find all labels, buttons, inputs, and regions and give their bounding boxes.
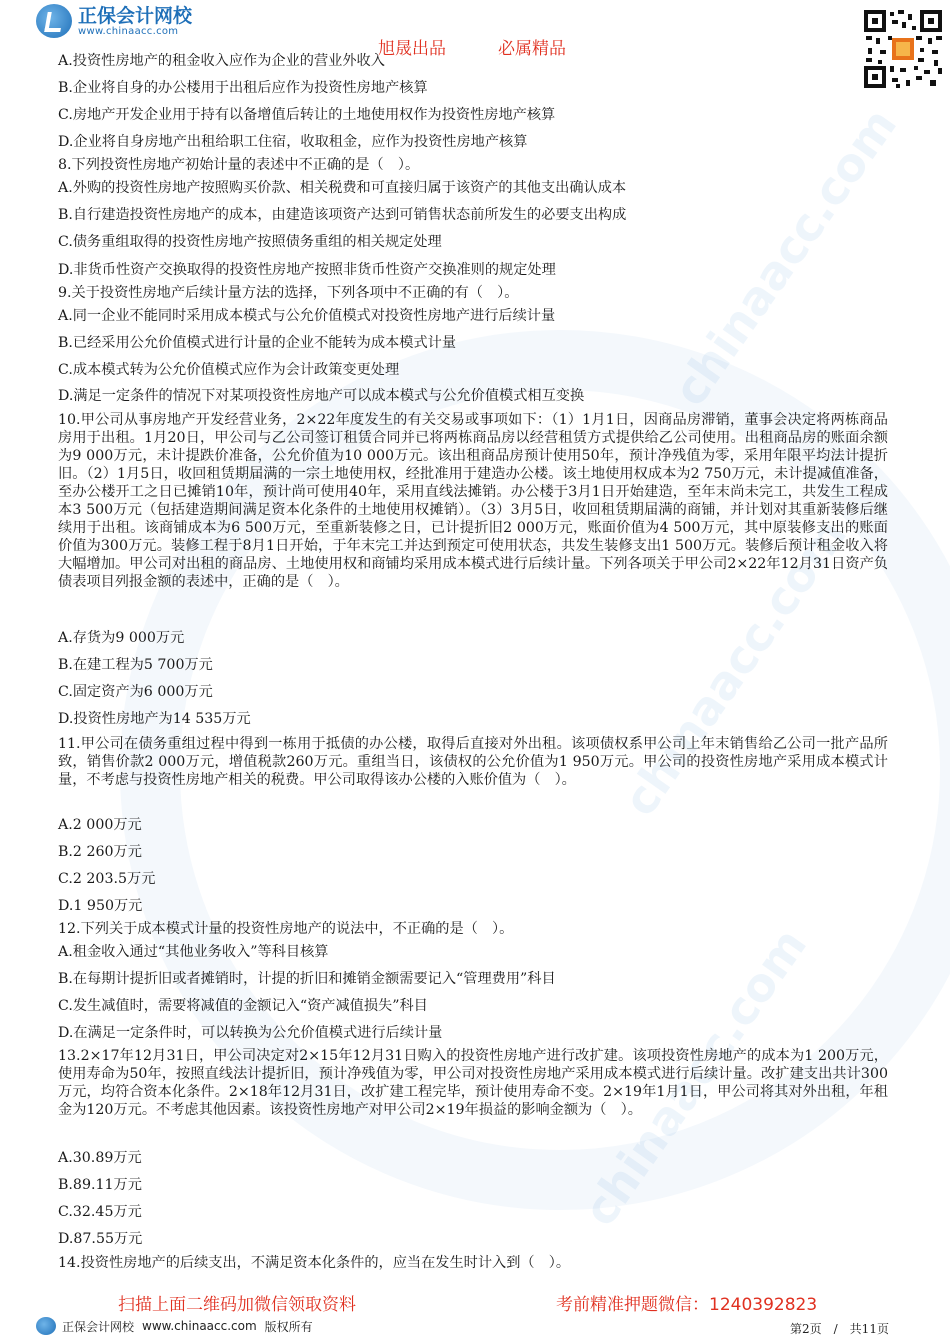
slogan-left: 旭晟出品 bbox=[378, 39, 446, 59]
option-line: C.32.45万元 bbox=[58, 1204, 142, 1220]
question-stem: 11.甲公司在债务重组过程中得到一栋用于抵债的办公楼，取得后直接对外出租。该项债权系甲公司上年末销售给乙公司一批产品所致，销售价款2 000万元，增值税款260万元。重组当日，该债权的公允价值为1 950万元。甲公司的投资性房地产采用成本模式计量，不考虑与投资性房地产相关的税费。甲公司取得该办公楼的入账价值为（ ）。 bbox=[58, 736, 888, 788]
promo-left: 扫描上面二维码加微信领取资料 bbox=[118, 1295, 356, 1315]
option-line: B.企业将自身的办公楼用于出租后应作为投资性房地产核算 bbox=[58, 80, 428, 96]
option-line: A.投资性房地产的租金收入应作为企业的营业外收入 bbox=[58, 53, 385, 69]
question-stem: 10.甲公司从事房地产开发经营业务，2×22年度发生的有关交易或事项如下：（1）1月1日，因商品房滞销，董事会决定将两栋商品房用于出租。1月20日，甲公司与乙公司签订租赁合同并已将两栋商品房以经营租赁方式提供给乙公司使用。出租商品房的账面余额为9 000万元，未计提跌价准备，公允价值为10 000万元。该出租商品房预计使用50年，预计净残值为零，采用年限平均法计提折旧。（2）1月5日，收回租赁期届满的一宗土地使用权，经批准用于建造办公楼。该土地使用权成本为2 750万元，未计提减值准备，至办公楼开工之日已摊销10年，预计尚可使用40年，采用直线法摊销。办公楼于3月1日开始建造，至年末尚未完工，共发生工程成本3 500万元（包括建造期间满足资本化条件的土地使用权摊销）。（3）3月5日，收回租赁期届满的商铺，并计划对其重新装修后继续用于出租。该商铺成本为6 500万元，至重新装修之日，已计提折旧2 000万元，账面价值为4 500万元，其中原装修支出的账面价值为300万元。装修工程于8月1日开始，于年末完工并达到预定可使用状态，共发生装修支出1 500万元。装修后预计租金收入将大幅增加。甲公司对出租的商品房、土地使用权和商铺均采用成本模式进行后续计量。下列各项关于甲公司2×22年12月31日资产负债表项目列报金额的表述中，正确的是（ ）。 bbox=[58, 412, 888, 590]
option-line: B.在建工程为5 700万元 bbox=[58, 657, 213, 673]
option-line: D.满足一定条件的情况下对某项投资性房地产可以成本模式与公允价值模式相互变换 bbox=[58, 388, 585, 404]
question-stem: 14.投资性房地产的后续支出，不满足资本化条件的，应当在发生时计入到（ ）。 bbox=[58, 1255, 571, 1271]
slogan-right: 必属精品 bbox=[498, 39, 566, 59]
promo-right: 考前精准押题微信：1240392823 bbox=[556, 1295, 818, 1315]
option-line: D.企业将自身房地产出租给职工住宿，收取租金，应作为投资性房地产核算 bbox=[58, 134, 528, 150]
option-line: A.外购的投资性房地产按照购买价款、相关税费和可直接归属于该资产的其他支出确认成本 bbox=[58, 180, 627, 196]
option-line: D.投资性房地产为14 535万元 bbox=[58, 711, 251, 727]
logo-icon bbox=[36, 1317, 56, 1335]
option-line: A.存货为9 000万元 bbox=[58, 630, 185, 646]
option-line: D.非货币性资产交换取得的投资性房地产按照非货币性资产交换准则的规定处理 bbox=[58, 262, 556, 278]
brand-url: www.chinaacc.com bbox=[78, 25, 179, 37]
option-line: A.租金收入通过“其他业务收入”等科目核算 bbox=[58, 944, 329, 960]
watermark-text: chinaacc.com bbox=[612, 508, 858, 826]
option-line: C.成本模式转为公允价值模式应作为会计政策变更处理 bbox=[58, 362, 400, 378]
option-line: D.1 950万元 bbox=[58, 898, 143, 914]
option-line: A.30.89万元 bbox=[58, 1150, 142, 1166]
option-line: D.在满足一定条件时，可以转换为公允价值模式进行后续计量 bbox=[58, 1025, 443, 1041]
option-line: C.固定资产为6 000万元 bbox=[58, 684, 213, 700]
footer-rights: 版权所有 bbox=[264, 1319, 313, 1334]
question-stem: 12.下列关于成本模式计量的投资性房地产的说法中，不正确的是（ ）。 bbox=[58, 921, 514, 937]
question-stem: 13.2×17年12月31日，甲公司决定对2×15年12月31日购入的投资性房地产进行改扩建。该项投资性房地产的成本为1 200万元，使用寿命为50年，按照直线法计提折旧，预计净残值为零，甲公司对投资性房地产采用成本模式进行后续计量。改扩建支出共计300万元，均符合资本化条件。2×18年12月31日，改扩建工程完毕，预计使用寿命不变。2×19年1月1日，甲公司将其对外出租，年租金为120万元。不考虑其他因素。该投资性房地产对甲公司2×19年损益的影响金额为（ ）。 bbox=[58, 1048, 888, 1118]
watermark-text: chinaacc.com bbox=[572, 918, 818, 1236]
option-line: B.在每期计提折旧或者摊销时，计提的折旧和摊销金额需要记入“管理费用”科目 bbox=[58, 971, 556, 987]
option-line: B.自行建造投资性房地产的成本，由建造该项资产达到可销售状态前所发生的必要支出构成 bbox=[58, 207, 627, 223]
option-line: A.2 000万元 bbox=[58, 817, 142, 833]
option-line: C.债务重组取得的投资性房地产按照债务重组的相关规定处理 bbox=[58, 234, 442, 250]
option-line: A.同一企业不能同时采用成本模式与公允价值模式对投资性房地产进行后续计量 bbox=[58, 308, 556, 324]
brand-name: 正保会计网校 bbox=[78, 4, 193, 27]
footer-brand bbox=[36, 1317, 321, 1335]
question-stem: 9.关于投资性房地产后续计量方法的选择，下列各项中不正确的有（ ）。 bbox=[58, 285, 519, 301]
page-number: 第2页 / 共11页 bbox=[790, 1322, 889, 1336]
footer-brand-url[interactable]: www.chinaacc.com bbox=[142, 1319, 257, 1333]
footer-brand-name: 正保会计网校 bbox=[62, 1319, 135, 1334]
option-line: B.已经采用公允价值模式进行计量的企业不能转为成本模式计量 bbox=[58, 335, 457, 351]
option-line: C.房地产开发企业用于持有以备增值后转让的土地使用权作为投资性房地产核算 bbox=[58, 107, 556, 123]
option-line: B.89.11万元 bbox=[58, 1177, 142, 1193]
question-stem: 8.下列投资性房地产初始计量的表述中不正确的是（ ）。 bbox=[58, 157, 420, 173]
option-line: D.87.55万元 bbox=[58, 1231, 143, 1247]
option-line: C.2 203.5万元 bbox=[58, 871, 156, 887]
option-line: C.发生减值时，需要将减值的金额记入“资产减值损失”科目 bbox=[58, 998, 428, 1014]
option-line: B.2 260万元 bbox=[58, 844, 142, 860]
page-footer bbox=[0, 1280, 950, 1344]
watermark-text: chinaacc.com bbox=[662, 98, 908, 416]
